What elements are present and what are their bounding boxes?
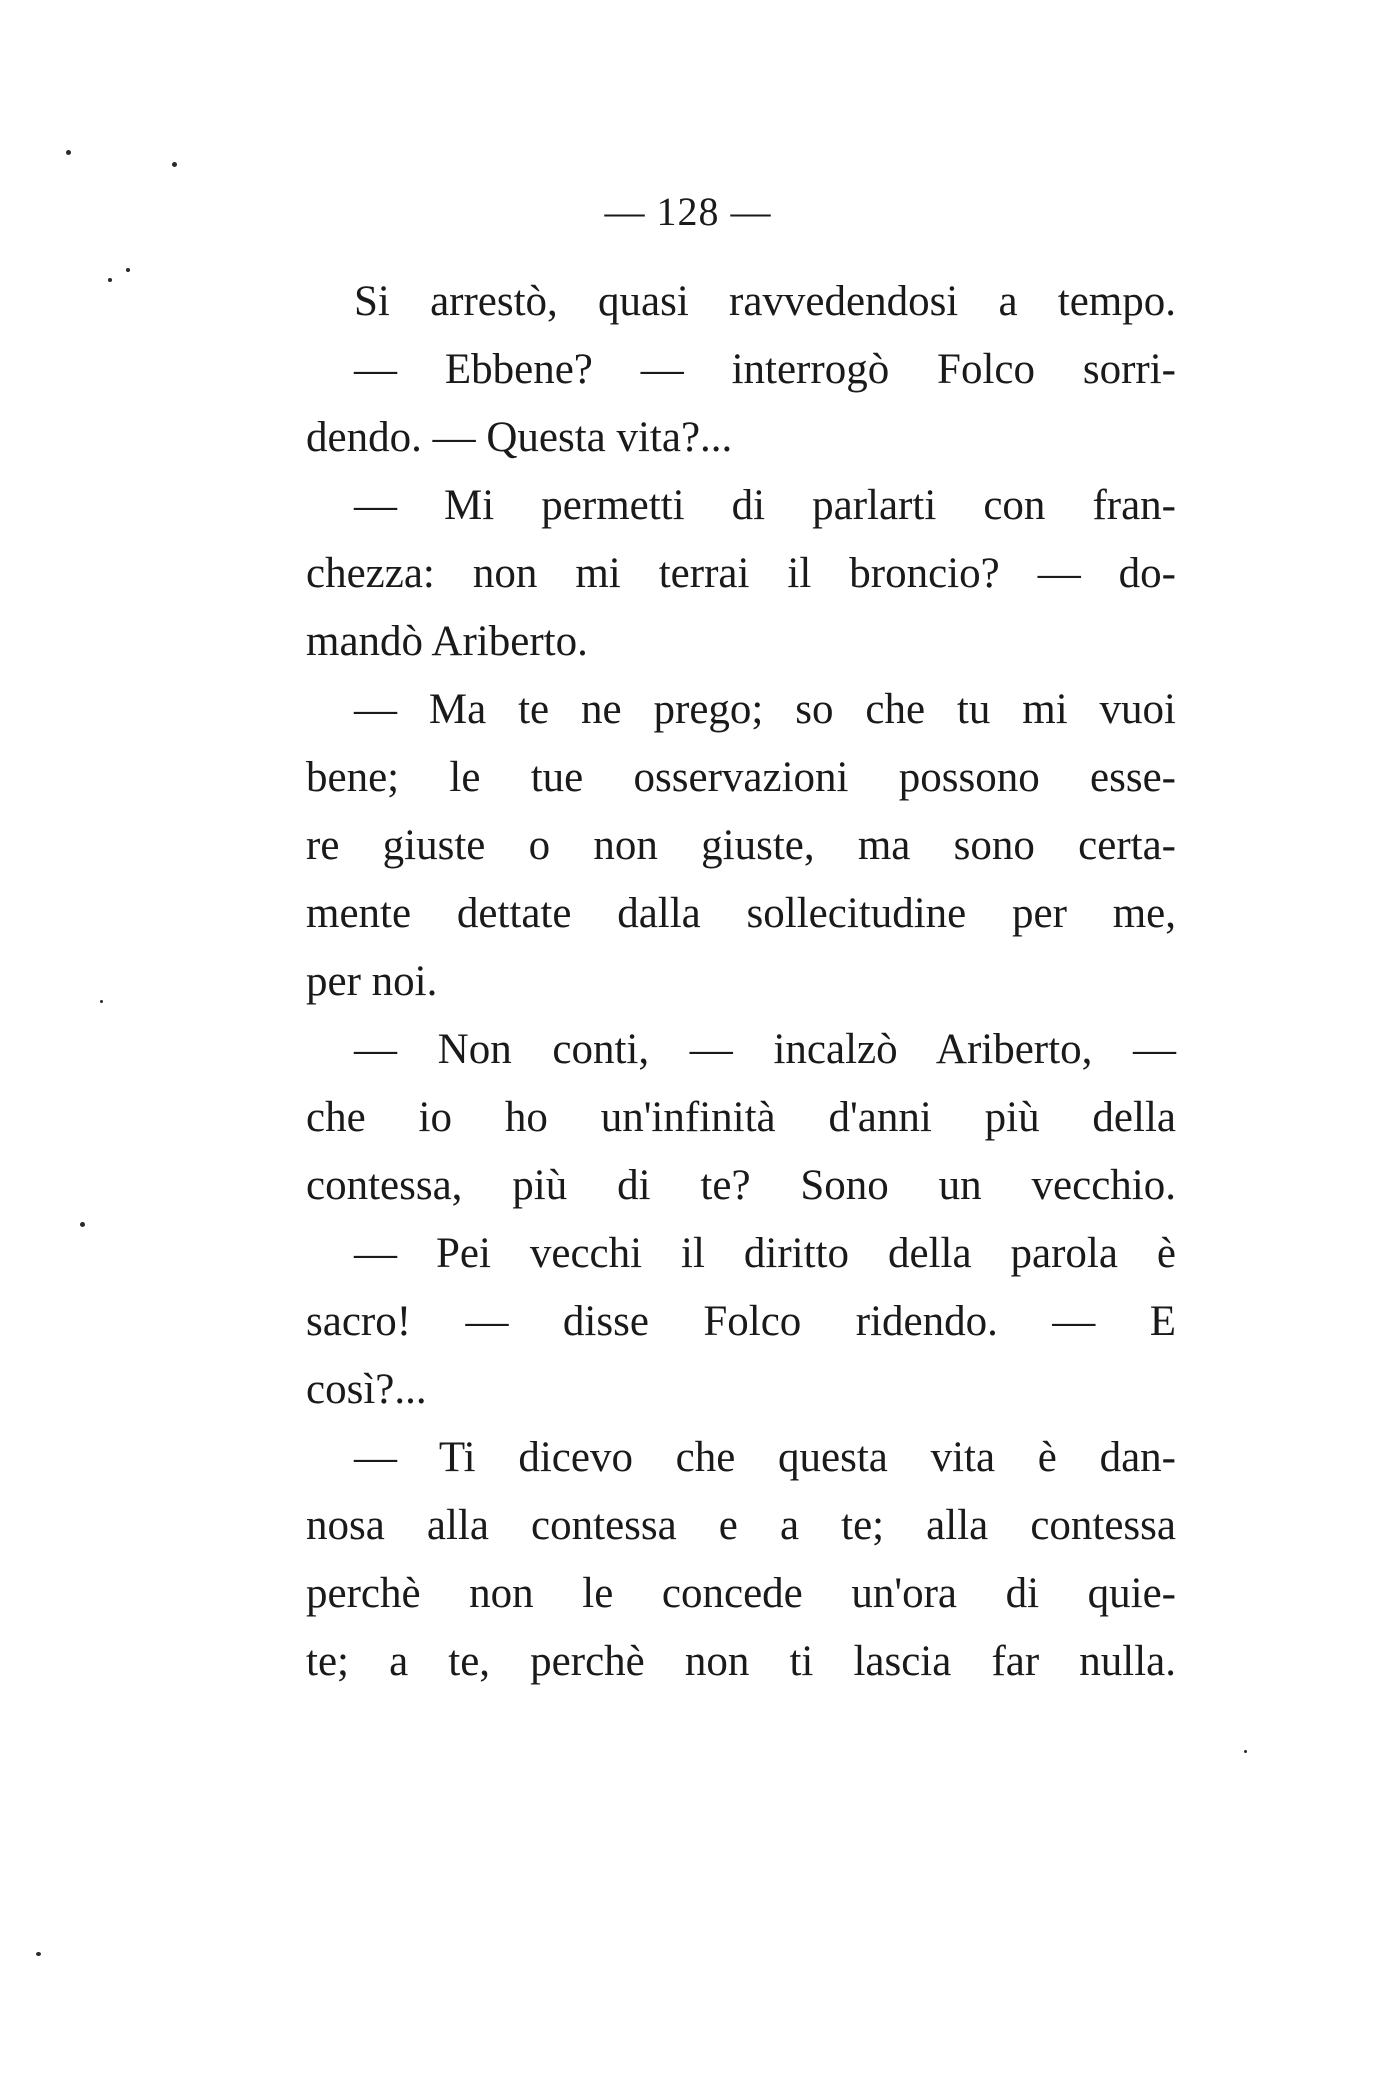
text-line: che io ho un'infinità d'anni più della [306,1094,1176,1141]
text-line: — Ma te ne prego; so che tu mi vuoi [354,686,1176,733]
text-line: nosa alla contessa e a te; alla contessa [306,1502,1176,1549]
text-line: perchè non le concede un'ora di quie- [306,1570,1176,1617]
text-line: Si arrestò, quasi ravvedendosi a tempo. [354,278,1176,325]
text-line: re giuste o non giuste, ma sono certa- [306,822,1176,869]
text-line: — Mi permetti di parlarti con fran- [354,482,1176,529]
scan-speck [36,1952,41,1956]
scan-speck [80,1222,85,1227]
page-number: — 128 — [604,189,772,234]
text-line: così?... [306,1366,427,1413]
scan-speck [66,150,71,155]
text-line: mandò Ariberto. [306,618,588,665]
text-line: te; a te, perchè non ti lascia far nulla. [306,1638,1176,1685]
text-line: contessa, più di te? Sono un vecchio. [306,1162,1176,1209]
text-line: mente dettate dalla sollecitudine per me, [306,890,1176,937]
scan-speck [126,268,130,272]
text-line: — Ti dicevo che questa vita è dan- [354,1434,1176,1481]
scan-speck [100,1000,103,1003]
text-line: — Ebbene? — interrogò Folco sorri- [354,346,1176,393]
body-text [306,268,1176,1696]
text-line: sacro! — disse Folco ridendo. — E [306,1298,1176,1345]
text-line: dendo. — Questa vita?... [306,414,733,461]
text-line: per noi. [306,958,438,1005]
scan-speck [1244,1750,1247,1753]
text-line: — Non conti, — incalzò Ariberto, — [354,1026,1176,1073]
scan-speck [108,278,112,282]
text-line: chezza: non mi terrai il broncio? — do- [306,550,1176,597]
text-line: — Pei vecchi il diritto della parola è [354,1230,1176,1277]
scan-speck [172,162,177,167]
text-line: bene; le tue osservazioni possono esse- [306,754,1176,801]
